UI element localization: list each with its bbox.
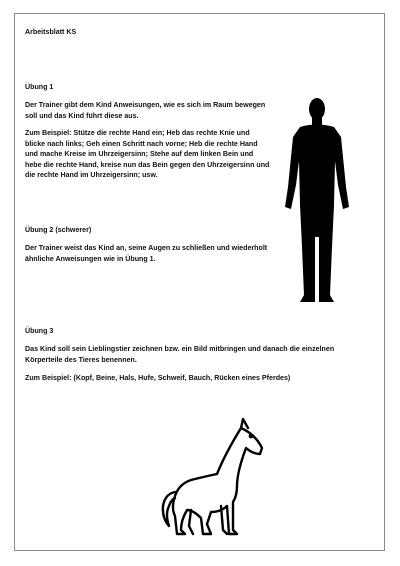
exercise-3-example: Zum Beispiel: (Kopf, Beine, Hals, Hufe, Schweif, Bauch, Rücken eines Pferdes): [25, 374, 291, 382]
exercise-2-heading: Übung 2 (schwerer): [25, 226, 92, 234]
exercise-1-heading: Übung 1: [25, 83, 54, 91]
page-title: Arbeitsblatt KS: [25, 28, 77, 36]
worksheet-page: [14, 13, 385, 551]
exercise-3-heading: Übung 3: [25, 327, 54, 335]
exercise-1-text: Der Trainer gibt dem Kind Anweisungen, wie es sich im Raum bewegen soll und das Kind führt diese aus.: [25, 101, 266, 120]
human-silhouette-icon: [280, 97, 354, 303]
horse-outline-icon: [145, 414, 275, 544]
exercise-1-example: Zum Beispiel: Stütze die rechte Hand ein; Heb das rechte Knie und blicke nach links; Geh einen Schritt nach vorne; Heb die rechte Hand und mache Kreise im Uhrzeigersinn; Stehe auf dem linken Bein und hebe die rechte Hand, kreise nun das Bein gegen den Uhrzeigersinn und die rechte Hand im Uhrzeigersinn; usw.: [25, 129, 270, 180]
exercise-2-text: Der Trainer weist das Kind an, seine Augen zu schließen und wiederholt ähnliche Anweisungen wie in Übung 1.: [25, 244, 268, 263]
exercise-3-text: Das Kind soll sein Lieblingstier zeichnen bzw. ein Bild mitbringen und danach die einzelnen Körperteile des Tieres benennen.: [25, 345, 335, 364]
